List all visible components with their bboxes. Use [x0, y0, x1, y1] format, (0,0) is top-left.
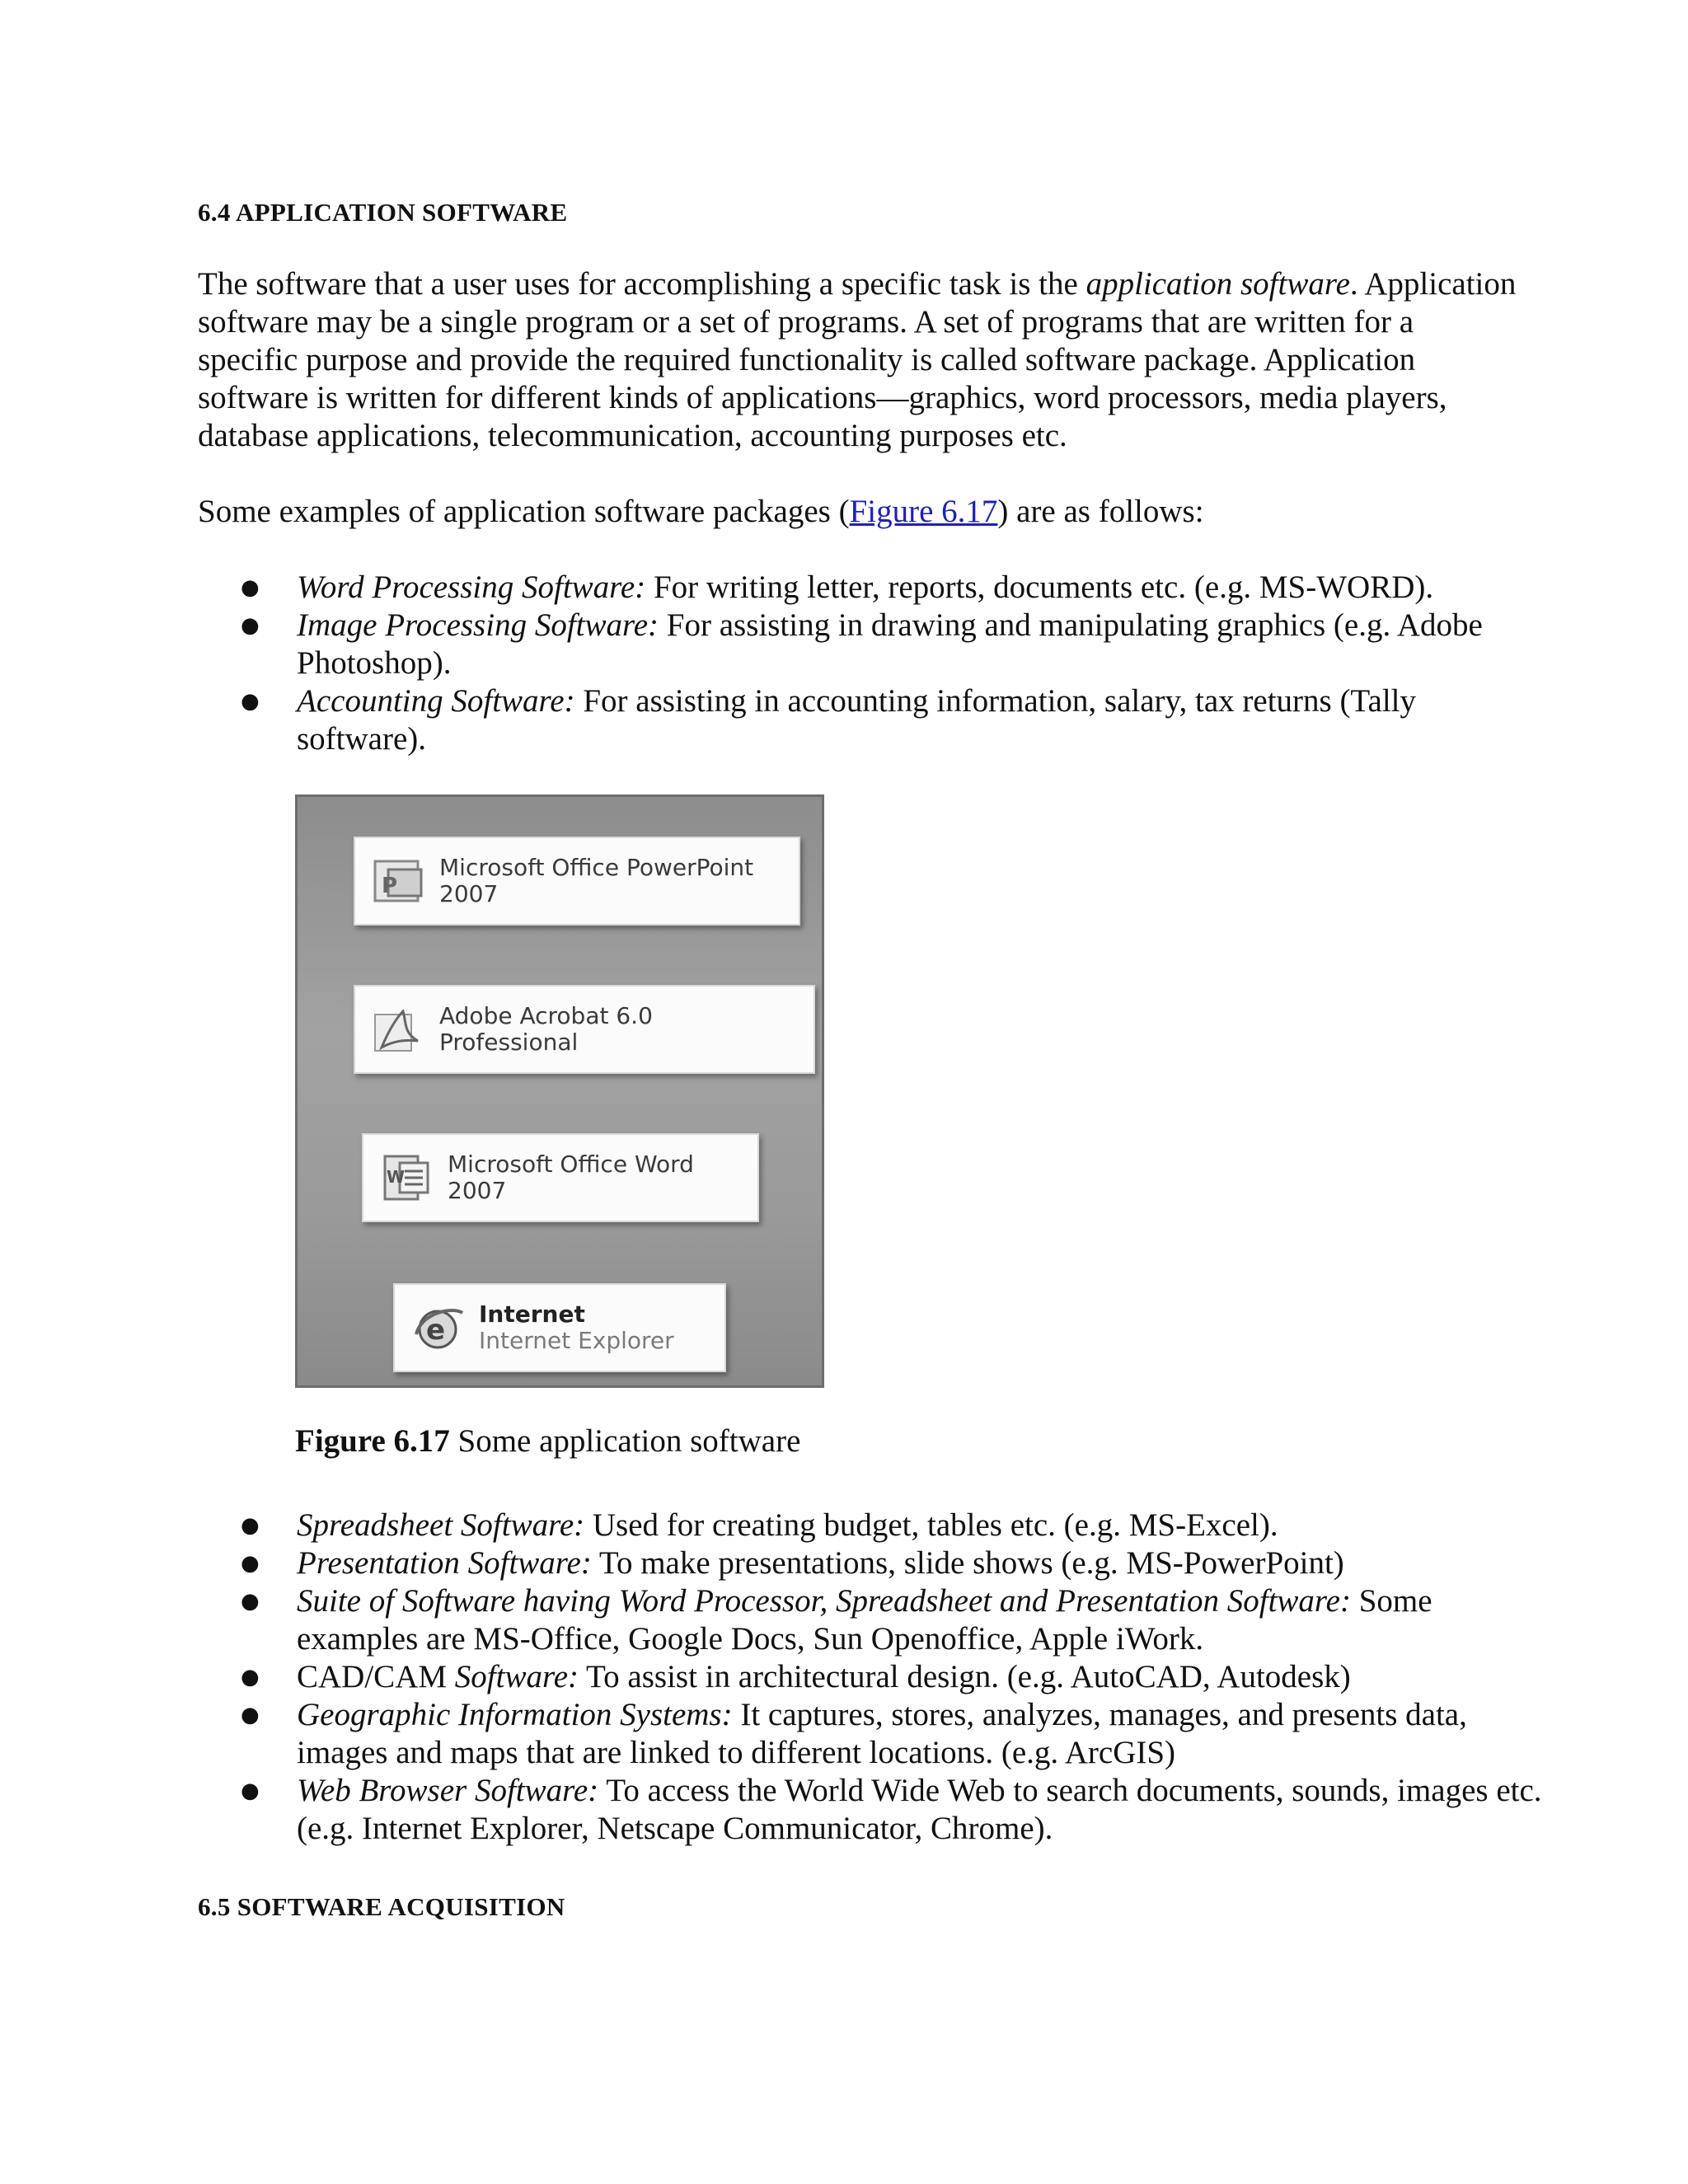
tile-title: Microsoft Office Word 2007: [448, 1151, 694, 1204]
tile-subtitle: 2007: [439, 880, 499, 907]
list-item-text: It captures, stores, analyzes, manages, and presents data, images and maps that are linked to different locations. (e.g. ArcGIS): [297, 1697, 1467, 1770]
bullet-icon: ●: [241, 1551, 260, 1576]
caption-label: Figure 6.17: [295, 1423, 450, 1459]
list-item-term: Word Processing Software:: [297, 569, 646, 605]
list-item: [198, 1696, 1550, 1772]
intro-paragraph: [198, 265, 1517, 455]
list-item-text: For writing letter, reports, documents etc. (e.g. MS-WORD).: [645, 569, 1434, 605]
list-item: [198, 1772, 1550, 1848]
list-item-text: To assist in architectural design. (e.g. AutoCAD, Autodesk): [579, 1659, 1351, 1694]
acrobat-tile: [354, 985, 815, 1074]
list-item-text: Used for creating budget, tables etc. (e.g. MS-Excel).: [584, 1507, 1278, 1543]
list-item: [198, 1658, 1550, 1696]
list-item-text: To access the World Wide Web to search documents, sounds, images etc. (e.g. Internet Explorer, Netscape Communicator, Chrome).: [297, 1773, 1542, 1846]
tile-subtitle: Internet Explorer: [479, 1327, 674, 1354]
list-item-term: Presentation Software:: [297, 1545, 592, 1581]
svg-text:P: P: [382, 874, 398, 898]
software-list-2: [198, 1507, 1550, 1848]
list-item-term: Software:: [454, 1659, 579, 1694]
list-item-prefix: CAD/CAM: [297, 1659, 455, 1694]
list-item: [198, 607, 1550, 682]
internet-explorer-icon: [410, 1301, 469, 1354]
bullet-icon: ●: [241, 1589, 260, 1614]
software-list-1: [198, 569, 1550, 758]
word-icon: [378, 1151, 438, 1204]
figure-caption: [295, 1422, 800, 1460]
word-tile: [362, 1133, 759, 1222]
bullet-icon: ●: [241, 1703, 260, 1727]
list-item: [198, 682, 1550, 758]
svg-text:e: e: [426, 1314, 446, 1347]
bullet-icon: ●: [241, 1513, 260, 1538]
examples-text-end: ) are as follows:: [997, 494, 1204, 529]
list-item-text: For assisting in accounting information, salary, tax returns (Tally software).: [297, 683, 1417, 757]
svg-text:W: W: [387, 1167, 406, 1187]
tile-title: Internet: [479, 1301, 585, 1328]
intro-text-start: The software that a user uses for accomplishing a specific task is the: [198, 266, 1086, 302]
powerpoint-icon: [370, 855, 429, 907]
list-item-term: Suite of Software having Word Processor, Spreadsheet and Presentation Software:: [297, 1583, 1351, 1619]
acrobat-icon: [370, 1003, 429, 1056]
bullet-icon: ●: [241, 1665, 260, 1690]
bullet-icon: ●: [241, 613, 260, 638]
list-item-term: Accounting Software:: [297, 683, 575, 719]
intro-text-rest: . Application software may be a single program or a set of programs. A set of programs that are written for a specific purpose and provide the required functionality is called software package. Application software is written for different kinds of applications—graphics, word processors, media players, database applications, telecommunication, accounting purposes etc.: [198, 266, 1517, 453]
list-item-term: Spreadsheet Software:: [297, 1507, 585, 1543]
figure-6-17-link[interactable]: Figure 6.17: [849, 494, 998, 529]
list-item: [198, 569, 1550, 607]
examples-paragraph: [198, 493, 1517, 531]
caption-text: Some application software: [449, 1423, 801, 1459]
section-heading-software-acquisition: 6.5 SOFTWARE ACQUISITION: [198, 1892, 565, 1921]
list-item-text: To make presentations, slide shows (e.g. MS-PowerPoint): [591, 1545, 1344, 1581]
list-item-term: Image Processing Software:: [297, 607, 659, 643]
bullet-icon: ●: [241, 689, 260, 714]
tile-title: Microsoft Office PowerPoint: [439, 854, 754, 881]
tile-title: Adobe Acrobat 6.0: [439, 1002, 653, 1029]
list-item: [198, 1507, 1550, 1544]
section-heading-application-software: 6.4 APPLICATION SOFTWARE: [198, 198, 568, 227]
intro-italic-term: application software: [1085, 266, 1350, 302]
list-item-term: Geographic Information Systems:: [297, 1697, 733, 1732]
list-item: [198, 1544, 1550, 1582]
bullet-icon: ●: [241, 575, 260, 600]
application-software-figure: [295, 794, 824, 1388]
list-item-text: For assisting in drawing and manipulating graphics (e.g. Adobe Photoshop).: [297, 607, 1483, 681]
list-item-term: Web Browser Software:: [297, 1773, 599, 1808]
internet-explorer-tile: [393, 1283, 726, 1372]
powerpoint-tile: [354, 837, 800, 926]
list-item-text: Some examples are MS-Office, Google Docs, Sun Openoffice, Apple iWork.: [297, 1583, 1432, 1657]
examples-text-start: Some examples of application software packages (: [198, 494, 850, 529]
list-item: [198, 1582, 1550, 1658]
tile-subtitle: Professional: [439, 1029, 579, 1056]
bullet-icon: ●: [241, 1779, 260, 1803]
